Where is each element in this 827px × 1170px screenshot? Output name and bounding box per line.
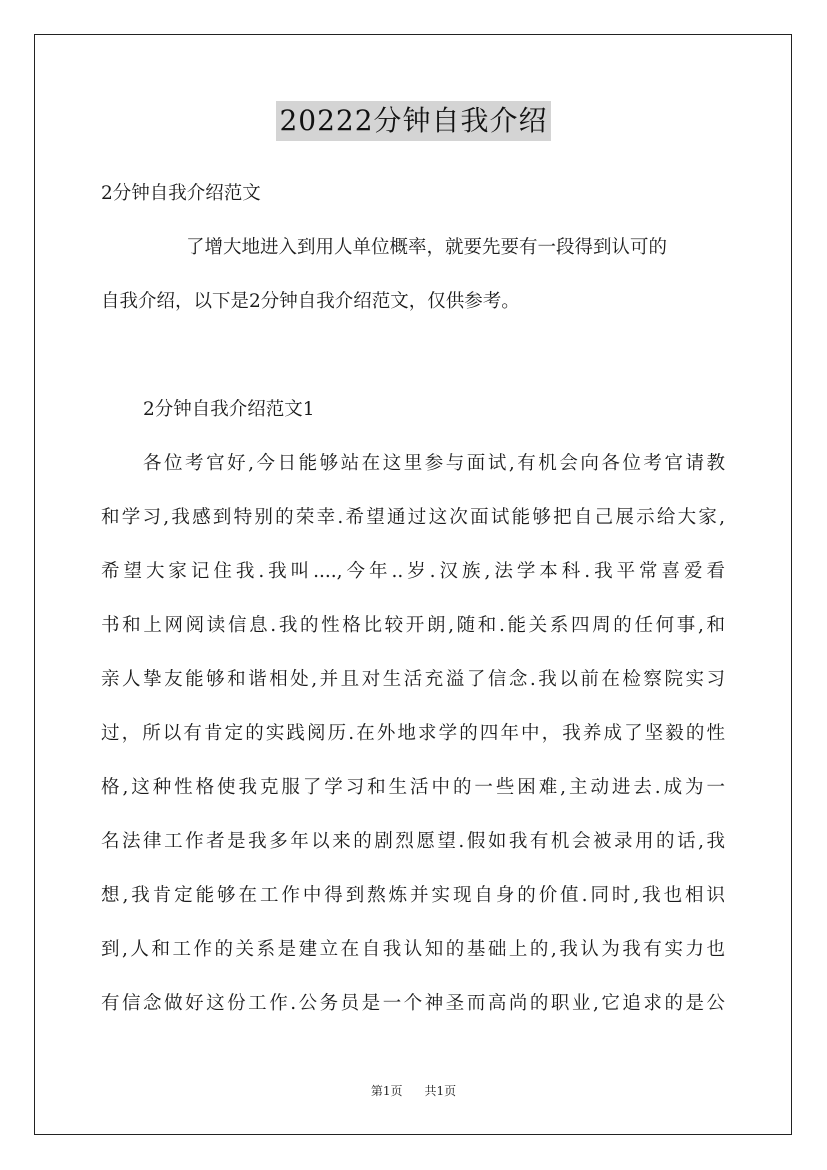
body-line-9: 想,我肯定能够在工作中得到熬炼并实现自身的价值.同时,我也相识	[101, 885, 725, 906]
body-line-11: 有信念做好这份工作.公务员是一个神圣而高尚的职业,它追求的是公	[101, 993, 725, 1014]
page-footer	[0, 1083, 827, 1099]
body-line-3: 希望大家记住我.我叫....,今年..岁.汉族,法学本科.我平常喜爱看	[101, 561, 725, 582]
document-title: 20222分钟自我介绍	[276, 101, 550, 141]
title-container	[0, 101, 827, 141]
body-line-2: 和学习,我感到特别的荣幸.希望通过这次面试能够把自己展示给大家,	[101, 507, 725, 528]
page-number: 第1页	[370, 1084, 403, 1098]
page-total: 共1页	[424, 1084, 457, 1098]
body-line-10: 到,人和工作的关系是建立在自我认知的基础上的,我认为我有实力也	[101, 939, 725, 960]
body-line-4: 书和上网阅读信息.我的性格比较开朗,随和.能关系四周的任何事,和	[101, 615, 725, 636]
body-line-1: 各位考官好,今日能够站在这里参与面试,有机会向各位考官请教	[143, 453, 725, 474]
subtitle: 2分钟自我介绍范文	[101, 183, 261, 204]
body-line-7: 格,这种性格使我克服了学习和生活中的一些困难,主动进去.成为一	[101, 777, 725, 798]
section-heading: 2分钟自我介绍范文1	[143, 399, 315, 420]
intro-line-1: 了增大地进入到用人单位概率，就要先要有一段得到认可的	[186, 237, 668, 258]
body-line-6: 过，所以有肯定的实践阅历.在外地求学的四年中，我养成了坚毅的性	[101, 723, 725, 744]
body-line-8: 名法律工作者是我多年以来的剧烈愿望.假如我有机会被录用的话,我	[101, 831, 725, 852]
body-line-5: 亲人挚友能够和谐相处,并且对生活充溢了信念.我以前在检察院实习	[101, 669, 725, 690]
intro-line-2: 自我介绍，以下是2分钟自我介绍范文，仅供参考。	[101, 291, 520, 312]
